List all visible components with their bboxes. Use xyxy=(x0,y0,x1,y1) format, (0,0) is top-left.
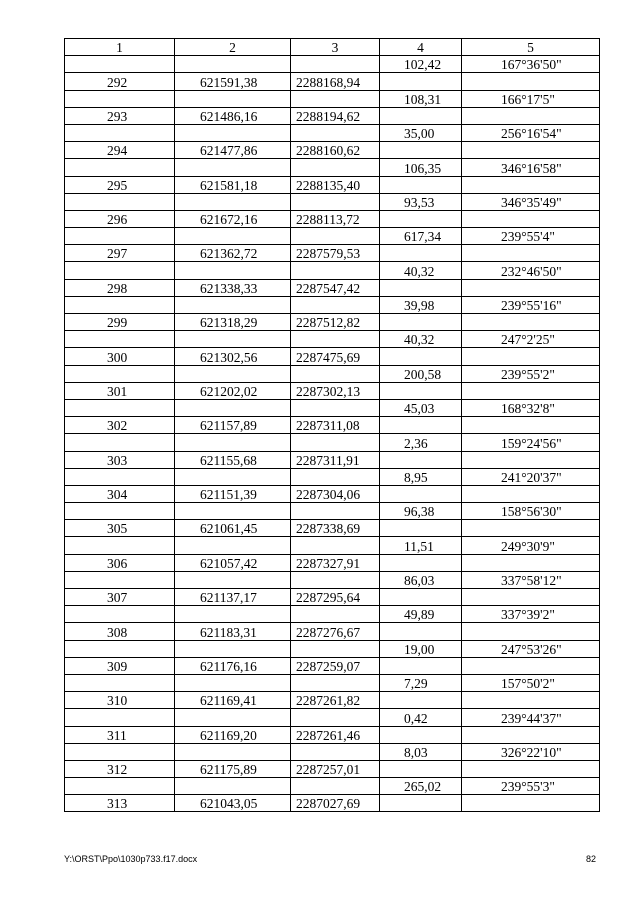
table-row xyxy=(65,331,600,348)
y-coordinate-cell xyxy=(291,193,380,210)
distance-cell: 40,32 xyxy=(380,331,462,348)
x-coordinate-cell xyxy=(175,124,291,141)
y-coordinate-cell xyxy=(291,709,380,726)
column-header: 4 xyxy=(380,39,462,56)
y-coordinate-cell xyxy=(291,331,380,348)
bearing-cell xyxy=(462,692,600,709)
point-number-cell xyxy=(65,468,175,485)
distance-cell: 39,98 xyxy=(380,296,462,313)
document-path: Y:\ORST\Ppo\1030p733.f17.docx xyxy=(64,854,198,864)
point-number-cell: 292 xyxy=(65,73,175,90)
x-coordinate-cell: 621477,86 xyxy=(175,142,291,159)
bearing-cell: 326°22'10" xyxy=(462,743,600,760)
y-coordinate-cell: 2287259,07 xyxy=(291,657,380,674)
y-coordinate-cell xyxy=(291,674,380,691)
y-coordinate-cell xyxy=(291,778,380,795)
point-number-cell: 294 xyxy=(65,142,175,159)
bearing-cell xyxy=(462,657,600,674)
distance-cell xyxy=(380,142,462,159)
x-coordinate-cell: 621338,33 xyxy=(175,279,291,296)
table-row xyxy=(65,778,600,795)
x-coordinate-cell: 621486,16 xyxy=(175,107,291,124)
table-row xyxy=(65,520,600,537)
x-coordinate-cell: 621151,39 xyxy=(175,485,291,502)
distance-cell: 106,35 xyxy=(380,159,462,176)
distance-cell: 93,53 xyxy=(380,193,462,210)
point-number-cell: 298 xyxy=(65,279,175,296)
y-coordinate-cell: 2287338,69 xyxy=(291,520,380,537)
point-number-cell: 310 xyxy=(65,692,175,709)
point-number-cell xyxy=(65,159,175,176)
bearing-cell xyxy=(462,520,600,537)
table-row xyxy=(65,124,600,141)
x-coordinate-cell xyxy=(175,743,291,760)
distance-cell: 19,00 xyxy=(380,640,462,657)
table-row xyxy=(65,90,600,107)
table-row xyxy=(65,193,600,210)
table-row xyxy=(65,176,600,193)
x-coordinate-cell: 621057,42 xyxy=(175,554,291,571)
bearing-cell: 247°53'26" xyxy=(462,640,600,657)
bearing-cell xyxy=(462,245,600,262)
table-row xyxy=(65,623,600,640)
point-number-cell: 301 xyxy=(65,382,175,399)
point-number-cell: 311 xyxy=(65,726,175,743)
y-coordinate-cell: 2288168,94 xyxy=(291,73,380,90)
y-coordinate-cell: 2287257,01 xyxy=(291,760,380,777)
coordinates-table xyxy=(64,38,600,812)
distance-cell xyxy=(380,314,462,331)
table-row xyxy=(65,537,600,554)
x-coordinate-cell xyxy=(175,159,291,176)
bearing-cell: 337°58'12" xyxy=(462,571,600,588)
table-row xyxy=(65,279,600,296)
distance-cell xyxy=(380,382,462,399)
point-number-cell: 305 xyxy=(65,520,175,537)
bearing-cell xyxy=(462,589,600,606)
table-row xyxy=(65,296,600,313)
distance-cell: 96,38 xyxy=(380,503,462,520)
table-row xyxy=(65,503,600,520)
y-coordinate-cell xyxy=(291,503,380,520)
point-number-cell: 296 xyxy=(65,210,175,227)
bearing-cell xyxy=(462,726,600,743)
point-number-cell xyxy=(65,503,175,520)
x-coordinate-cell: 621581,18 xyxy=(175,176,291,193)
distance-cell xyxy=(380,692,462,709)
bearing-cell: 346°35'49" xyxy=(462,193,600,210)
x-coordinate-cell: 621061,45 xyxy=(175,520,291,537)
table-row xyxy=(65,692,600,709)
table-row xyxy=(65,795,600,812)
bearing-cell: 157°50'2" xyxy=(462,674,600,691)
table-row xyxy=(65,760,600,777)
y-coordinate-cell: 2287311,91 xyxy=(291,451,380,468)
x-coordinate-cell xyxy=(175,709,291,726)
table-row xyxy=(65,210,600,227)
distance-cell xyxy=(380,73,462,90)
x-coordinate-cell xyxy=(175,503,291,520)
bearing-cell xyxy=(462,73,600,90)
column-header: 5 xyxy=(462,39,600,56)
bearing-cell: 256°16'54" xyxy=(462,124,600,141)
table-row xyxy=(65,365,600,382)
y-coordinate-cell xyxy=(291,90,380,107)
x-coordinate-cell xyxy=(175,331,291,348)
y-coordinate-cell: 2287295,64 xyxy=(291,589,380,606)
distance-cell: 8,95 xyxy=(380,468,462,485)
y-coordinate-cell: 2287327,91 xyxy=(291,554,380,571)
bearing-cell: 159°24'56" xyxy=(462,434,600,451)
point-number-cell xyxy=(65,90,175,107)
bearing-cell: 158°56'30" xyxy=(462,503,600,520)
y-coordinate-cell xyxy=(291,56,380,73)
y-coordinate-cell: 2287512,82 xyxy=(291,314,380,331)
table-row xyxy=(65,348,600,365)
x-coordinate-cell xyxy=(175,90,291,107)
bearing-cell: 232°46'50" xyxy=(462,262,600,279)
distance-cell xyxy=(380,520,462,537)
distance-cell: 7,29 xyxy=(380,674,462,691)
bearing-cell xyxy=(462,314,600,331)
table-row xyxy=(65,726,600,743)
point-number-cell: 306 xyxy=(65,554,175,571)
bearing-cell: 239°44'37" xyxy=(462,709,600,726)
point-number-cell: 313 xyxy=(65,795,175,812)
table-row xyxy=(65,468,600,485)
point-number-cell: 309 xyxy=(65,657,175,674)
table-row xyxy=(65,245,600,262)
bearing-cell xyxy=(462,348,600,365)
point-number-cell: 307 xyxy=(65,589,175,606)
point-number-cell: 303 xyxy=(65,451,175,468)
y-coordinate-cell: 2287261,46 xyxy=(291,726,380,743)
bearing-cell: 239°55'3" xyxy=(462,778,600,795)
x-coordinate-cell: 621169,41 xyxy=(175,692,291,709)
distance-cell xyxy=(380,107,462,124)
point-number-cell xyxy=(65,56,175,73)
table-row xyxy=(65,228,600,245)
distance-cell xyxy=(380,589,462,606)
column-header: 3 xyxy=(291,39,380,56)
bearing-cell xyxy=(462,417,600,434)
distance-cell xyxy=(380,485,462,502)
point-number-cell: 312 xyxy=(65,760,175,777)
table-row xyxy=(65,451,600,468)
bearing-cell: 247°2'25" xyxy=(462,331,600,348)
point-number-cell xyxy=(65,640,175,657)
point-number-cell xyxy=(65,778,175,795)
x-coordinate-cell xyxy=(175,56,291,73)
point-number-cell xyxy=(65,331,175,348)
distance-cell xyxy=(380,760,462,777)
point-number-cell xyxy=(65,674,175,691)
distance-cell: 45,03 xyxy=(380,399,462,416)
distance-cell xyxy=(380,657,462,674)
bearing-cell: 337°39'2" xyxy=(462,606,600,623)
point-number-cell: 297 xyxy=(65,245,175,262)
y-coordinate-cell: 2288135,40 xyxy=(291,176,380,193)
point-number-cell xyxy=(65,124,175,141)
x-coordinate-cell: 621302,56 xyxy=(175,348,291,365)
x-coordinate-cell xyxy=(175,228,291,245)
bearing-cell xyxy=(462,142,600,159)
x-coordinate-cell xyxy=(175,640,291,657)
point-number-cell xyxy=(65,709,175,726)
x-coordinate-cell: 621362,72 xyxy=(175,245,291,262)
bearing-cell xyxy=(462,795,600,812)
point-number-cell: 308 xyxy=(65,623,175,640)
table-row xyxy=(65,709,600,726)
bearing-cell xyxy=(462,451,600,468)
point-number-cell: 304 xyxy=(65,485,175,502)
x-coordinate-cell: 621176,16 xyxy=(175,657,291,674)
bearing-cell: 167°36'50" xyxy=(462,56,600,73)
distance-cell: 11,51 xyxy=(380,537,462,554)
distance-cell: 200,58 xyxy=(380,365,462,382)
table-row xyxy=(65,73,600,90)
distance-cell xyxy=(380,176,462,193)
x-coordinate-cell: 621672,16 xyxy=(175,210,291,227)
distance-cell: 86,03 xyxy=(380,571,462,588)
bearing-cell: 346°16'58" xyxy=(462,159,600,176)
y-coordinate-cell xyxy=(291,434,380,451)
x-coordinate-cell xyxy=(175,399,291,416)
distance-cell: 265,02 xyxy=(380,778,462,795)
distance-cell: 35,00 xyxy=(380,124,462,141)
distance-cell xyxy=(380,210,462,227)
y-coordinate-cell xyxy=(291,606,380,623)
x-coordinate-cell xyxy=(175,365,291,382)
x-coordinate-cell xyxy=(175,606,291,623)
point-number-cell xyxy=(65,434,175,451)
y-coordinate-cell xyxy=(291,124,380,141)
bearing-cell: 239°55'2" xyxy=(462,365,600,382)
distance-cell xyxy=(380,417,462,434)
x-coordinate-cell: 621137,17 xyxy=(175,589,291,606)
x-coordinate-cell xyxy=(175,571,291,588)
distance-cell: 102,42 xyxy=(380,56,462,73)
table-row xyxy=(65,56,600,73)
point-number-cell xyxy=(65,606,175,623)
table-row xyxy=(65,417,600,434)
table-row xyxy=(65,107,600,124)
y-coordinate-cell: 2287547,42 xyxy=(291,279,380,296)
y-coordinate-cell xyxy=(291,296,380,313)
distance-cell: 108,31 xyxy=(380,90,462,107)
point-number-cell xyxy=(65,193,175,210)
distance-cell xyxy=(380,554,462,571)
table-row xyxy=(65,743,600,760)
table-row xyxy=(65,142,600,159)
x-coordinate-cell: 621155,68 xyxy=(175,451,291,468)
y-coordinate-cell: 2287579,53 xyxy=(291,245,380,262)
y-coordinate-cell xyxy=(291,228,380,245)
bearing-cell xyxy=(462,382,600,399)
point-number-cell: 302 xyxy=(65,417,175,434)
point-number-cell xyxy=(65,262,175,279)
bearing-cell xyxy=(462,279,600,296)
y-coordinate-cell xyxy=(291,640,380,657)
y-coordinate-cell: 2288113,72 xyxy=(291,210,380,227)
column-header: 1 xyxy=(65,39,175,56)
y-coordinate-cell: 2287311,08 xyxy=(291,417,380,434)
distance-cell: 617,34 xyxy=(380,228,462,245)
x-coordinate-cell: 621169,20 xyxy=(175,726,291,743)
bearing-cell: 241°20'37" xyxy=(462,468,600,485)
distance-cell xyxy=(380,623,462,640)
y-coordinate-cell: 2287302,13 xyxy=(291,382,380,399)
bearing-cell xyxy=(462,210,600,227)
y-coordinate-cell xyxy=(291,537,380,554)
y-coordinate-cell xyxy=(291,743,380,760)
bearing-cell: 166°17'5" xyxy=(462,90,600,107)
distance-cell: 8,03 xyxy=(380,743,462,760)
point-number-cell xyxy=(65,399,175,416)
point-number-cell xyxy=(65,571,175,588)
y-coordinate-cell xyxy=(291,365,380,382)
table-row xyxy=(65,314,600,331)
point-number-cell xyxy=(65,296,175,313)
bearing-cell: 168°32'8" xyxy=(462,399,600,416)
point-number-cell xyxy=(65,743,175,760)
x-coordinate-cell: 621202,02 xyxy=(175,382,291,399)
y-coordinate-cell xyxy=(291,571,380,588)
bearing-cell xyxy=(462,107,600,124)
table-row xyxy=(65,485,600,502)
x-coordinate-cell: 621591,38 xyxy=(175,73,291,90)
table-row xyxy=(65,399,600,416)
y-coordinate-cell: 2288160,62 xyxy=(291,142,380,159)
distance-cell: 40,32 xyxy=(380,262,462,279)
distance-cell: 0,42 xyxy=(380,709,462,726)
bearing-cell xyxy=(462,554,600,571)
table-row xyxy=(65,640,600,657)
table-row xyxy=(65,262,600,279)
y-coordinate-cell: 2287304,06 xyxy=(291,485,380,502)
distance-cell xyxy=(380,279,462,296)
table-row xyxy=(65,382,600,399)
point-number-cell xyxy=(65,365,175,382)
table-row xyxy=(65,159,600,176)
point-number-cell: 293 xyxy=(65,107,175,124)
y-coordinate-cell: 2287027,69 xyxy=(291,795,380,812)
y-coordinate-cell: 2287276,67 xyxy=(291,623,380,640)
bearing-cell xyxy=(462,760,600,777)
x-coordinate-cell: 621318,29 xyxy=(175,314,291,331)
point-number-cell: 299 xyxy=(65,314,175,331)
x-coordinate-cell: 621043,05 xyxy=(175,795,291,812)
point-number-cell: 300 xyxy=(65,348,175,365)
table-header-row xyxy=(65,39,600,56)
y-coordinate-cell xyxy=(291,159,380,176)
y-coordinate-cell xyxy=(291,468,380,485)
distance-cell xyxy=(380,245,462,262)
x-coordinate-cell xyxy=(175,434,291,451)
y-coordinate-cell: 2287261,82 xyxy=(291,692,380,709)
distance-cell xyxy=(380,348,462,365)
x-coordinate-cell: 621175,89 xyxy=(175,760,291,777)
distance-cell xyxy=(380,726,462,743)
y-coordinate-cell: 2287475,69 xyxy=(291,348,380,365)
x-coordinate-cell xyxy=(175,537,291,554)
bearing-cell xyxy=(462,623,600,640)
table-row xyxy=(65,571,600,588)
table-row xyxy=(65,589,600,606)
bearing-cell: 239°55'16" xyxy=(462,296,600,313)
distance-cell: 49,89 xyxy=(380,606,462,623)
bearing-cell xyxy=(462,176,600,193)
bearing-cell: 239°55'4" xyxy=(462,228,600,245)
table-body xyxy=(65,39,600,812)
x-coordinate-cell xyxy=(175,296,291,313)
y-coordinate-cell: 2288194,62 xyxy=(291,107,380,124)
distance-cell: 2,36 xyxy=(380,434,462,451)
table-row xyxy=(65,657,600,674)
x-coordinate-cell xyxy=(175,468,291,485)
x-coordinate-cell: 621157,89 xyxy=(175,417,291,434)
table-row xyxy=(65,606,600,623)
point-number-cell xyxy=(65,537,175,554)
table-row xyxy=(65,434,600,451)
bearing-cell xyxy=(462,485,600,502)
table-row xyxy=(65,674,600,691)
x-coordinate-cell xyxy=(175,262,291,279)
page-number: 82 xyxy=(586,854,597,864)
x-coordinate-cell xyxy=(175,778,291,795)
y-coordinate-cell xyxy=(291,262,380,279)
table-row xyxy=(65,554,600,571)
x-coordinate-cell xyxy=(175,674,291,691)
column-header: 2 xyxy=(175,39,291,56)
bearing-cell: 249°30'9" xyxy=(462,537,600,554)
x-coordinate-cell xyxy=(175,193,291,210)
y-coordinate-cell xyxy=(291,399,380,416)
point-number-cell: 295 xyxy=(65,176,175,193)
point-number-cell xyxy=(65,228,175,245)
distance-cell xyxy=(380,451,462,468)
distance-cell xyxy=(380,795,462,812)
x-coordinate-cell: 621183,31 xyxy=(175,623,291,640)
